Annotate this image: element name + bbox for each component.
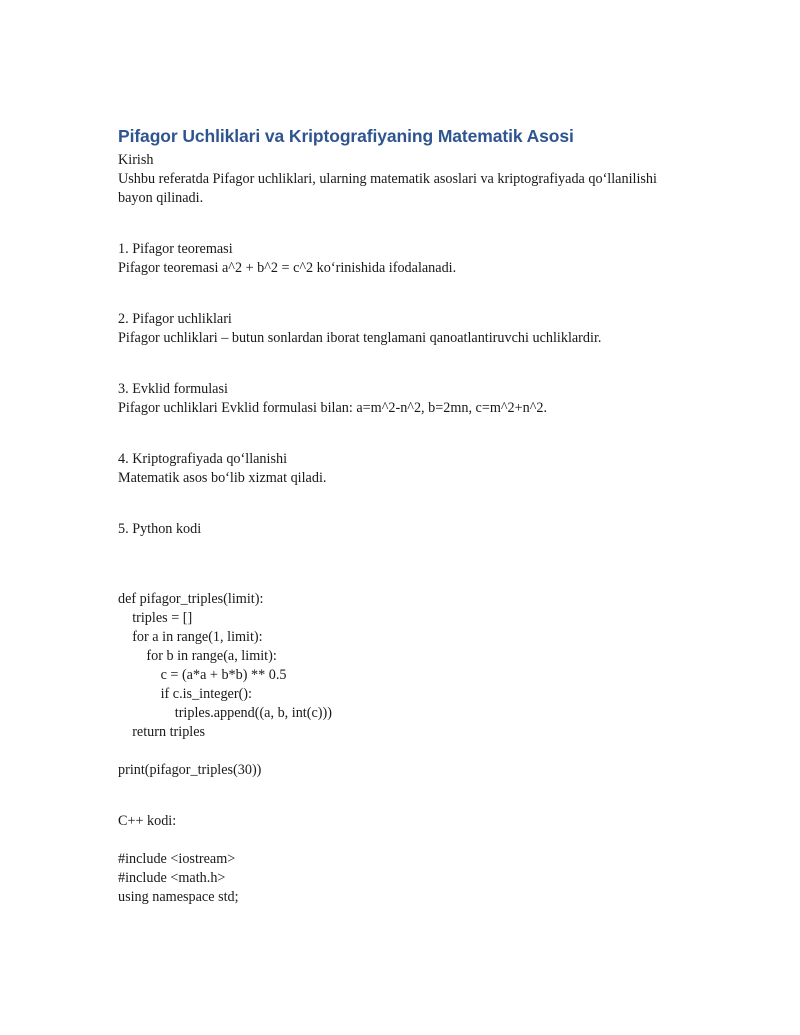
cpp-code-block: #include <iostream> #include <math.h> using namespace std; (118, 851, 239, 905)
section-1-heading: 1. Pifagor teoremasi (118, 241, 233, 257)
section-3-heading: 3. Evklid formulasi (118, 381, 228, 397)
section-2-text: Pifagor uchliklari – butun sonlardan iborat tenglamani qanoatlantiruvchi uchliklardir. (118, 330, 602, 346)
section-1-text: Pifagor teoremasi a^2 + b^2 = c^2 ko‘rinishida ifodalanadi. (118, 260, 457, 276)
spacer (118, 488, 693, 520)
spacer (118, 208, 693, 240)
section-4-heading: 4. Kriptografiyada qo‘llanishi (118, 451, 288, 467)
intro-text: Ushbu referatda Pifagor uchliklari, ularning matematik asoslari va kriptografiyada qo‘llanilishi bayon qilinadi. (118, 171, 661, 206)
spacer (118, 831, 693, 850)
cpp-label: C++ kodi: (118, 813, 177, 829)
spacer (118, 278, 693, 310)
document-title: Pifagor Uchliklari va Kriptografiyaning Matematik Asosi (118, 126, 574, 146)
python-code-block: def pifagor_triples(limit): triples = [] for a in range(1, limit): for b in range(a, limit): c = (a*a + b*b) ** 0.5 if c.is_integer(): triples.append((a, b, int(c))) return triples print(pifagor_triples(30)) (118, 591, 332, 778)
spacer (118, 348, 693, 380)
section-3-text: Pifagor uchliklari Evklid formulasi bilan: a=m^2-n^2, b=2mn, c=m^2+n^2. (118, 400, 548, 416)
spacer (118, 418, 693, 450)
intro-heading: Kirish (118, 152, 154, 168)
spacer (118, 780, 693, 812)
spacer (118, 539, 693, 590)
section-5-heading: 5. Python kodi (118, 521, 202, 537)
document-body (118, 124, 693, 907)
section-4-text: Matematik asos bo‘lib xizmat qiladi. (118, 470, 327, 486)
section-2-heading: 2. Pifagor uchliklari (118, 311, 232, 327)
